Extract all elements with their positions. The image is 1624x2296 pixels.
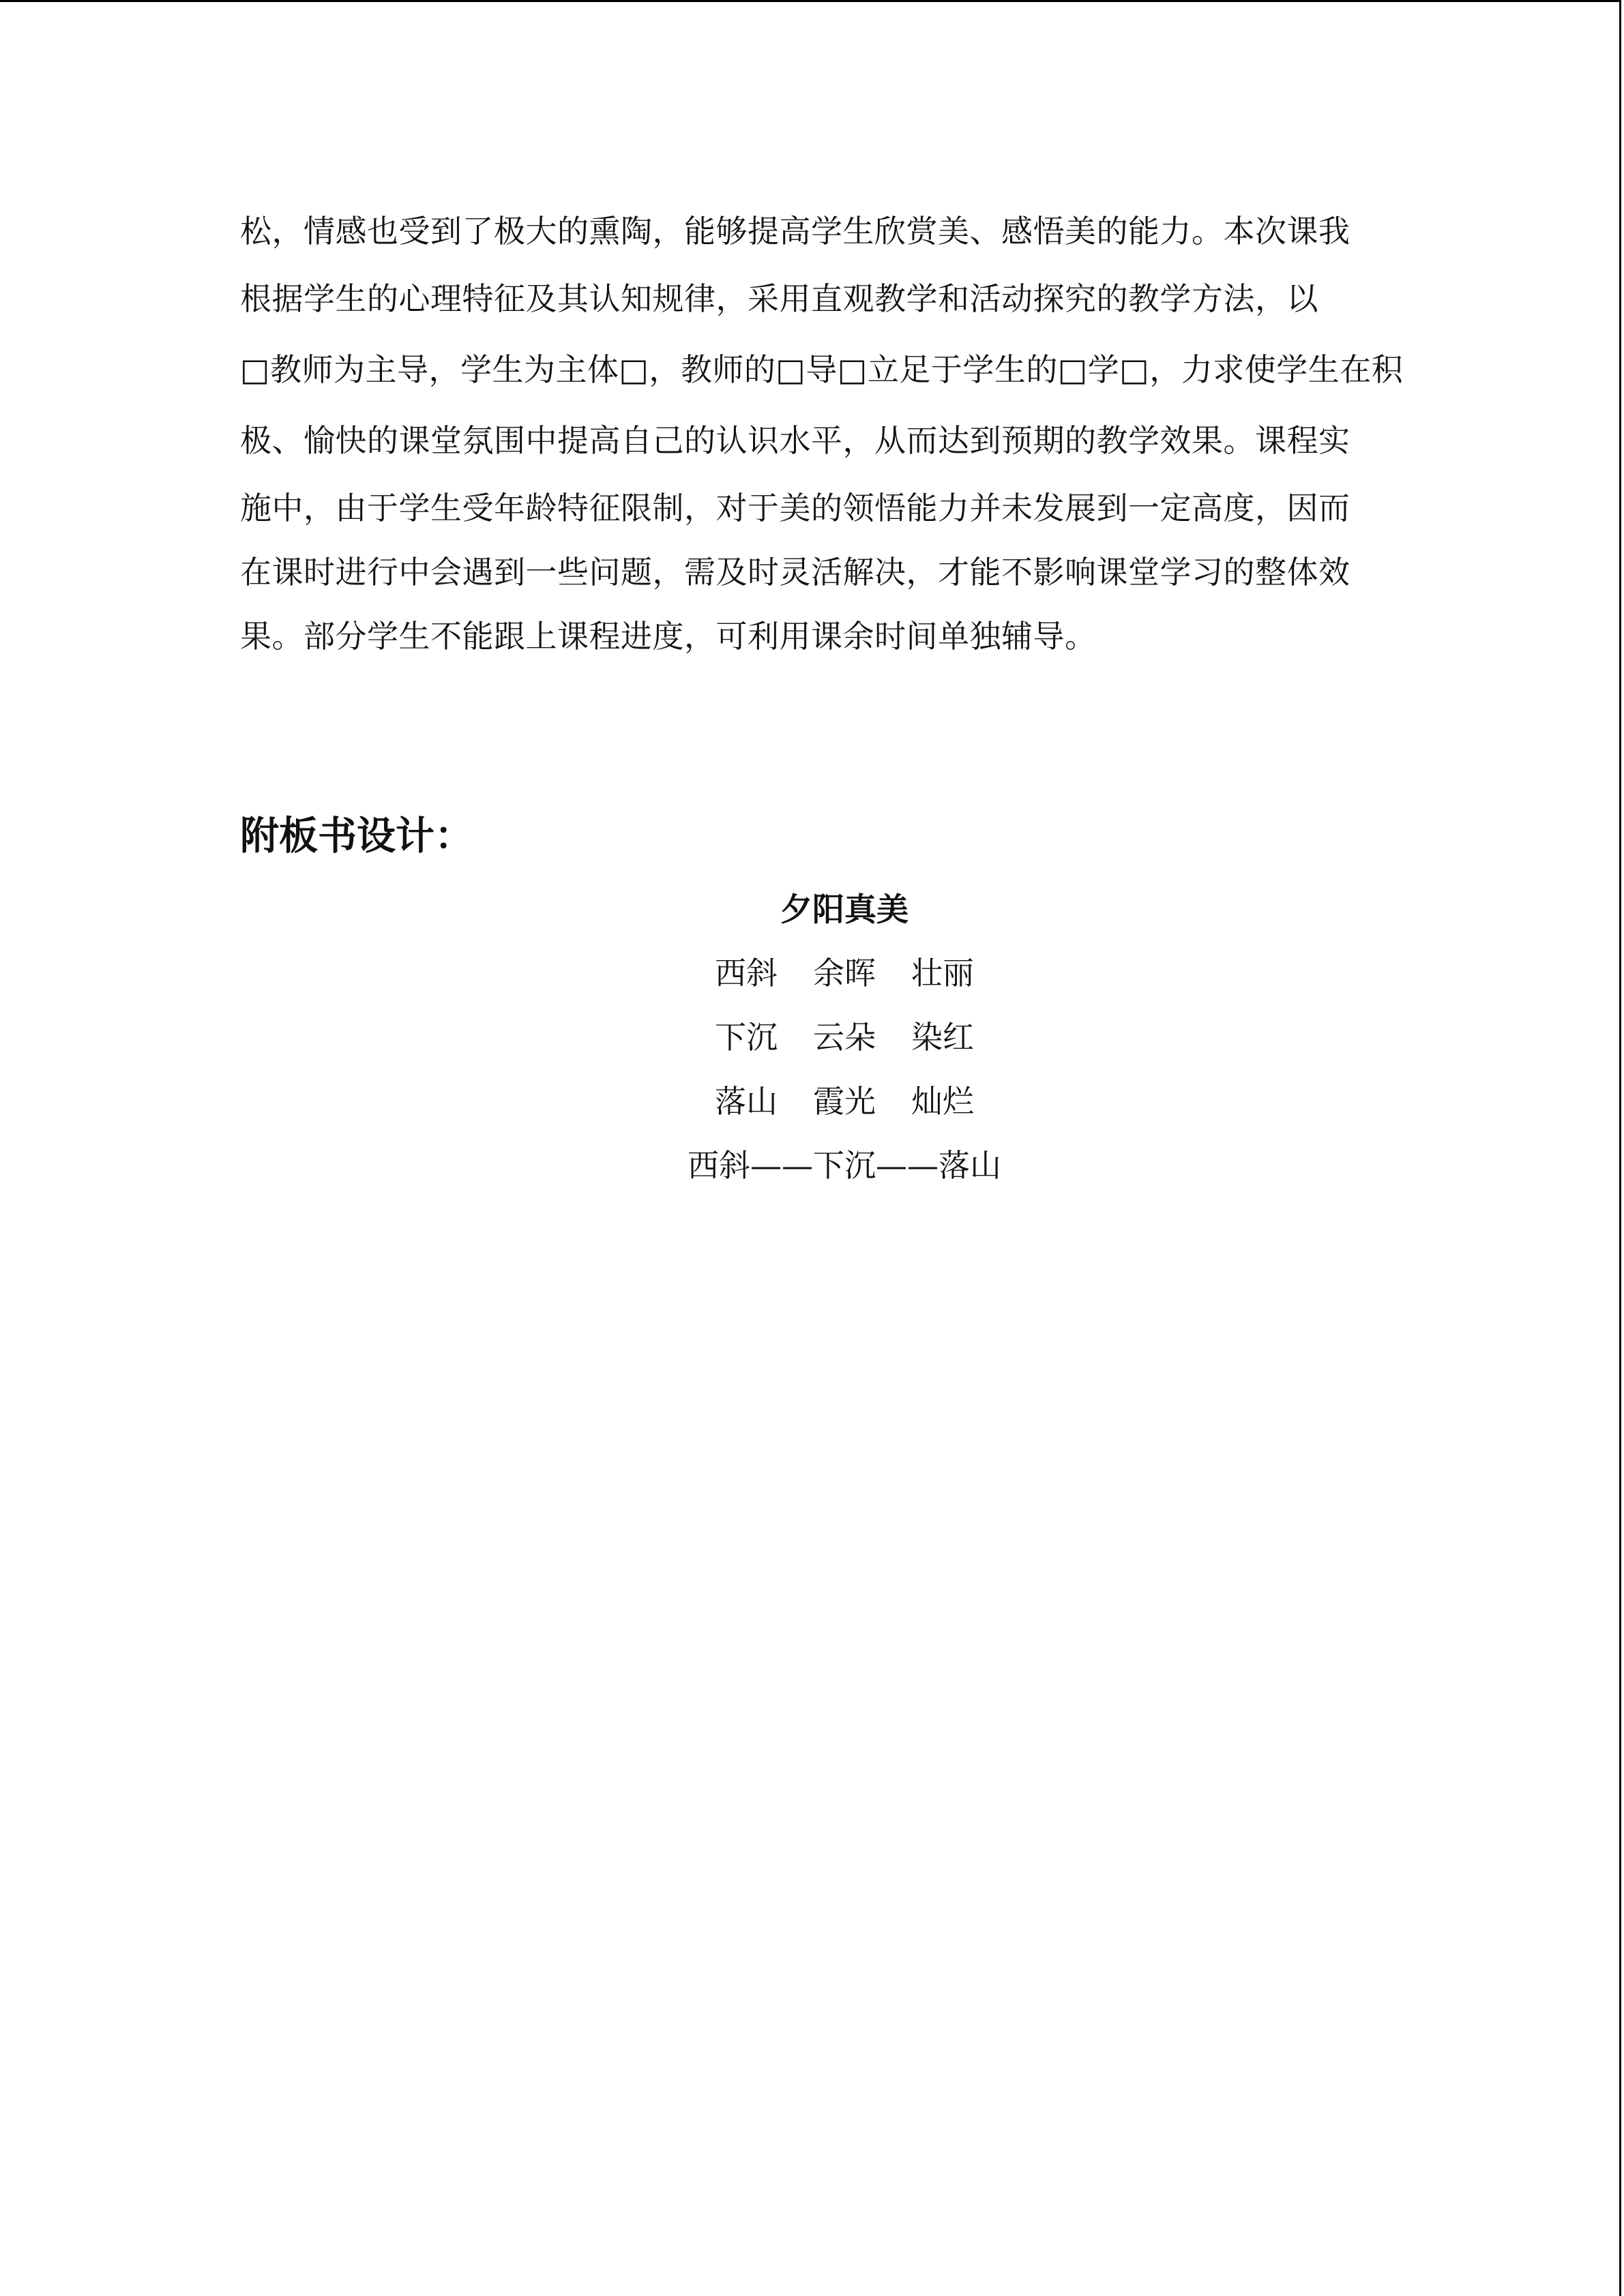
board-cell: 西斜	[715, 955, 778, 992]
board-cell: 云朵	[813, 1019, 876, 1056]
board-row	[572, 941, 1117, 1005]
board-cell: 灿烂	[911, 1083, 974, 1120]
blackboard-design	[572, 880, 1117, 1197]
board-row	[572, 1069, 1117, 1133]
paragraph-line: 在课时进行中会遇到一些问题，需及时灵活解决，才能不影响课堂学习的整体效	[240, 554, 1350, 591]
paragraph-line: 松，情感也受到了极大的熏陶，能够提高学生欣赏美、感悟美的能力。本次课我	[240, 213, 1350, 250]
board-cell: 壮丽	[911, 955, 974, 992]
paragraph-line: 施中，由于学生受年龄特征限制，对于美的领悟能力并未发展到一定高度，因而	[240, 490, 1350, 526]
reflection-paragraph	[240, 199, 1404, 668]
paragraph-line: 极、愉快的课堂氛围中提高自己的认识水平，从而达到预期的教学效果。课程实	[240, 422, 1350, 459]
blackboard-design-heading: 附板书设计：	[240, 813, 473, 859]
board-title: 夕阳真美	[780, 891, 909, 929]
board-cell: 染红	[911, 1019, 974, 1056]
board-cell: 霞光	[813, 1083, 876, 1120]
board-cell: 下沉	[715, 1019, 778, 1056]
board-flow: 西斜——下沉——落山	[688, 1147, 1001, 1184]
board-cell: 落山	[715, 1083, 778, 1120]
board-cell: 余晖	[813, 955, 876, 992]
board-row	[572, 1005, 1117, 1069]
paragraph-line: 果。部分学生不能跟上课程进度，可利用课余时间单独辅导。	[240, 618, 1097, 655]
paragraph-line: □教师为主导，学生为主体□，教师的□导□立足于学生的□学□，力求使学生在积	[240, 351, 1404, 388]
paragraph-line: 根据学生的心理特征及其认知规律，采用直观教学和活动探究的教学方法，以	[240, 280, 1318, 317]
